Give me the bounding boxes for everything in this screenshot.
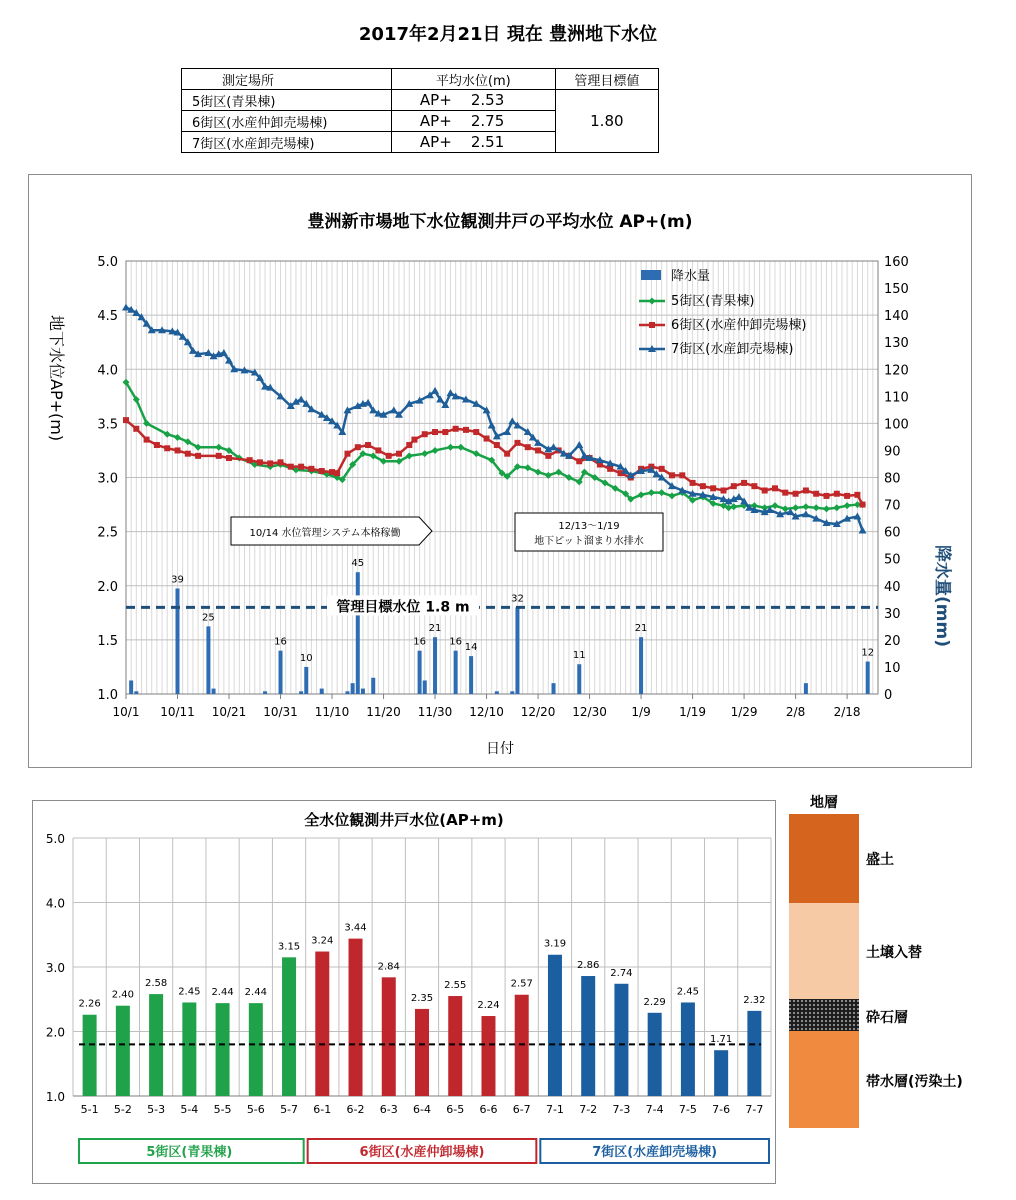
y-tick-label: 4.0 [45, 896, 65, 911]
bar-value-label: 2.29 [643, 996, 666, 1008]
x-tick-label: 12/20 [520, 705, 556, 719]
x-tick-label: 7-3 [612, 1103, 631, 1116]
rainfall-bar [129, 680, 133, 694]
y-tick-label: 1.5 [97, 633, 118, 649]
series-point [308, 466, 314, 472]
series-point [484, 436, 490, 442]
x-tick-label: 5-1 [80, 1103, 99, 1116]
bar-value-label: 2.32 [743, 994, 766, 1006]
x-tick-label: 5-4 [180, 1103, 199, 1116]
series-point [216, 453, 222, 459]
series-point [175, 447, 181, 453]
series-point [396, 451, 402, 457]
legend-label: 5街区(青果棟) [671, 294, 755, 309]
data-bar [415, 1009, 429, 1096]
series-point [649, 322, 655, 328]
rainfall-bar [263, 691, 267, 694]
x-tick-label: 6-4 [413, 1103, 431, 1116]
series-point [803, 487, 809, 493]
bar-value-label: 3.19 [543, 938, 567, 950]
summary-table [181, 68, 659, 153]
series-point [457, 444, 464, 451]
series-point [278, 459, 284, 465]
series-point [525, 444, 531, 450]
data-bar [448, 996, 462, 1096]
strata-layer-label: 土壌入替 [866, 945, 922, 961]
data-bar [548, 955, 562, 1096]
data-bar [648, 1013, 662, 1096]
series-point [446, 389, 454, 396]
series-point [793, 491, 799, 497]
rainfall-bar [176, 588, 180, 694]
strata-layer [789, 1031, 859, 1128]
series-point [453, 426, 459, 432]
series-point [792, 504, 799, 511]
y2-tick-label: 160 [884, 255, 909, 270]
data-bar [382, 977, 396, 1096]
data-bar [349, 939, 363, 1096]
y2-tick-label: 30 [884, 606, 901, 622]
series-point [144, 437, 150, 443]
series-point [319, 468, 325, 474]
x-tick-label: 11/20 [366, 705, 401, 719]
y-tick-label: 3.0 [97, 471, 118, 487]
y2-tick-label: 70 [884, 498, 901, 514]
series-point [649, 298, 656, 305]
legend-label: 降水量 [671, 269, 711, 284]
series-point [432, 447, 439, 454]
series-point [545, 453, 551, 459]
data-bar [747, 1011, 761, 1096]
header-target: 管理目標値 [555, 69, 658, 90]
strata-layer-label: 帯水層(汚染土) [866, 1074, 963, 1090]
series-point [731, 483, 737, 489]
bar-value-label: 2.57 [510, 978, 533, 990]
series-point [700, 483, 706, 489]
series-point [195, 453, 201, 459]
rainfall-bar [454, 651, 458, 694]
x-tick-label: 2/18 [833, 705, 861, 719]
group-label: 6街区(水産仲卸場棟) [359, 1145, 485, 1160]
series-point [735, 493, 743, 500]
group-label: 7街区(水産卸売場棟) [592, 1145, 718, 1160]
rainfall-bar [351, 683, 355, 694]
data-bar [216, 1003, 230, 1096]
rainfall-bar [345, 691, 349, 694]
series-point [288, 464, 294, 470]
series-point [710, 485, 716, 491]
y-tick-label: 5.0 [45, 832, 65, 846]
line-chart-frame [28, 174, 972, 768]
rainfall-bar [469, 656, 473, 694]
y2-tick-label: 100 [884, 417, 909, 433]
strata-layer [789, 814, 859, 903]
strata-layer [789, 999, 859, 1031]
y-tick-label: 1.0 [97, 688, 118, 703]
series-point [690, 480, 696, 486]
series-point [860, 502, 866, 508]
legend-label: 6街区(水産仲卸売場棟) [671, 318, 807, 333]
series-point [607, 466, 613, 472]
bar-chart-frame [32, 800, 776, 1184]
rainfall-bar [361, 689, 365, 694]
x-tick-label: 11/10 [314, 705, 350, 719]
series-point [771, 502, 778, 509]
x-tick-label: 10/31 [263, 705, 298, 719]
x-tick-label: 5-6 [246, 1103, 265, 1116]
series-point [504, 451, 510, 457]
series-point [473, 450, 480, 457]
series-point [463, 427, 469, 433]
data-bar [182, 1002, 196, 1096]
row-value: AP+ 2.53 [391, 90, 555, 111]
series-point [421, 450, 428, 457]
series-point [782, 490, 788, 496]
series-point [503, 428, 511, 435]
strata-layer-label: 盛土 [866, 852, 894, 868]
y2-tick-label: 140 [884, 309, 909, 325]
rainfall-bar [134, 691, 138, 694]
series-point [823, 493, 829, 499]
bar-value-label: 2.58 [144, 978, 168, 990]
rainfall-bar [418, 651, 422, 694]
line-chart-title: 豊洲新市場地下水位観測井戸の平均水位 AP+(m) [307, 212, 693, 232]
series-point [226, 455, 232, 461]
bar-value-label: 1.71 [710, 1034, 733, 1046]
x-tick-label: 12/30 [572, 705, 607, 719]
data-bar [681, 1002, 695, 1096]
x-tick-label: 5-5 [213, 1103, 232, 1116]
row-location: 7街区(水産卸売場棟) [182, 132, 392, 153]
line-chart [29, 175, 971, 767]
series-point [658, 489, 665, 496]
target-value: 1.80 [555, 90, 658, 153]
rainfall-label: 16 [449, 636, 463, 648]
x-tick-label: 6-2 [346, 1103, 365, 1116]
series-point [123, 417, 129, 423]
table-row [182, 90, 659, 111]
data-bar [83, 1015, 97, 1096]
bar-chart-title: 全水位観測井戸水位(AP+m) [304, 811, 504, 829]
series-point [386, 453, 392, 459]
legend-swatch [641, 270, 661, 280]
rainfall-bar [279, 651, 283, 694]
x-tick-label: 5-3 [147, 1103, 166, 1116]
bar-value-label: 2.40 [111, 989, 134, 1001]
series-point [659, 466, 665, 472]
rainfall-bar [206, 626, 210, 694]
y-tick-label: 4.5 [97, 309, 118, 325]
rainfall-bar [495, 691, 499, 694]
y-tick-label: 2.0 [97, 579, 118, 595]
series-point [648, 489, 655, 496]
series-point [669, 472, 675, 478]
series-point [575, 441, 583, 448]
series-point [494, 442, 500, 448]
series-point [257, 459, 263, 465]
y2-tick-label: 50 [884, 552, 901, 568]
series-point [154, 442, 160, 448]
y2-tick-label: 10 [884, 660, 901, 676]
table-header-row [182, 69, 659, 90]
rainfall-label: 12 [861, 647, 875, 659]
rainfall-bar [212, 689, 216, 694]
y2-tick-label: 110 [884, 390, 909, 406]
series-point [488, 422, 496, 429]
series-point [576, 458, 582, 464]
rainfall-label: 21 [428, 623, 442, 635]
data-bar [481, 1016, 495, 1096]
annotation-text: 10/14 水位管理システム本格稼働 [249, 528, 401, 539]
series-point [813, 491, 819, 497]
rainfall-bar [299, 691, 303, 694]
series-point [174, 434, 181, 441]
rainfall-label: 25 [202, 612, 215, 624]
x-tick-label: 7-4 [645, 1103, 664, 1116]
x-tick-label: 5-7 [280, 1103, 299, 1116]
y2-tick-label: 90 [884, 444, 901, 460]
rainfall-bar [304, 667, 308, 694]
x-tick-label: 7-6 [712, 1103, 731, 1116]
series-point [411, 437, 417, 443]
series-point [833, 504, 840, 511]
data-bar [614, 984, 628, 1096]
y-tick-label: 2.0 [45, 1025, 65, 1040]
y2-axis-title: 降水量(mm) [932, 545, 952, 647]
rainfall-bar [552, 683, 556, 694]
rainfall-label: 16 [274, 636, 287, 648]
series-point [508, 417, 516, 424]
data-bar [249, 1003, 263, 1096]
rainfall-bar [510, 691, 514, 694]
rainfall-bar [866, 662, 870, 694]
series-point [164, 445, 170, 451]
series-point [514, 440, 520, 446]
series-point [375, 447, 381, 453]
rainfall-bar [804, 683, 808, 694]
bar-value-label: 3.15 [277, 941, 301, 953]
series-point [524, 464, 531, 471]
x-tick-label: 1/19 [679, 705, 707, 719]
bar-value-label: 2.26 [78, 998, 101, 1010]
strata-layer-label: 砕石層 [866, 1010, 908, 1026]
series-point [422, 431, 428, 437]
series-point [813, 504, 820, 511]
bar-value-label: 2.35 [410, 992, 434, 1004]
rainfall-label: 45 [351, 558, 365, 570]
series-point [535, 469, 542, 476]
y2-tick-label: 40 [884, 579, 901, 595]
rainfall-label: 32 [511, 593, 524, 605]
bar-value-label: 2.24 [477, 1000, 500, 1012]
y-tick-label: 5.0 [97, 255, 118, 270]
strata-diagram [789, 788, 859, 1128]
row-value: AP+ 2.75 [391, 111, 555, 132]
x-tick-label: 7-2 [579, 1103, 598, 1116]
series-point [772, 485, 778, 491]
bar-value-label: 2.45 [178, 986, 201, 998]
series-point [406, 442, 412, 448]
series-point [329, 469, 335, 475]
series-point [782, 505, 789, 512]
x-tick-label: 10/21 [211, 705, 247, 719]
row-value: AP+ 2.51 [391, 132, 555, 153]
series-point [823, 505, 830, 512]
rainfall-bar [423, 680, 427, 694]
series-line [126, 308, 863, 531]
bar-value-label: 2.84 [377, 961, 400, 973]
series-point [550, 443, 558, 450]
series-point [267, 460, 273, 466]
bar-value-label: 2.55 [444, 980, 467, 992]
series-point [365, 442, 371, 448]
x-tick-label: 1/29 [730, 705, 758, 719]
row-location: 6街区(水産仲卸売場棟) [182, 111, 392, 132]
rainfall-label: 39 [171, 574, 184, 586]
strata-layer [789, 903, 859, 999]
y-axis-title: 地下水位AP+(m) [47, 315, 66, 442]
x-tick-label: 6-6 [479, 1103, 498, 1116]
y2-tick-label: 120 [884, 363, 909, 379]
y2-tick-label: 80 [884, 471, 901, 487]
series-point [638, 491, 645, 498]
x-tick-label: 6-5 [446, 1103, 465, 1116]
series-point [390, 406, 398, 413]
series-point [447, 444, 454, 451]
y-tick-label: 2.5 [97, 525, 118, 541]
series-point [344, 451, 350, 457]
series-point [334, 470, 340, 476]
series-point [432, 429, 438, 435]
x-tick-label: 6-7 [512, 1103, 531, 1116]
bar-value-label: 2.74 [610, 967, 633, 979]
x-tick-label: 12/10 [469, 705, 504, 719]
x-tick-label: 2/8 [785, 705, 806, 719]
series-point [355, 444, 361, 450]
series-point [185, 451, 191, 457]
x-tick-label: 10/1 [112, 705, 140, 719]
series-point [802, 503, 809, 510]
strata-title: 地層 [810, 795, 838, 811]
page-title: 2017年2月21日 現在 豊洲地下水位 [358, 24, 658, 45]
data-bar [581, 976, 595, 1096]
y-tick-label: 3.5 [97, 417, 118, 433]
x-tick-label: 5-2 [113, 1103, 132, 1116]
annotation-text: 12/13～1/19 [558, 521, 620, 532]
x-axis-title: 日付 [486, 741, 514, 757]
series-point [844, 502, 851, 509]
x-tick-label: 6-1 [313, 1103, 332, 1116]
series-point [762, 487, 768, 493]
bar-value-label: 3.24 [311, 935, 334, 947]
series-point [720, 487, 726, 493]
bar-value-label: 3.44 [344, 922, 367, 934]
series-point [679, 472, 685, 478]
rainfall-label: 21 [634, 623, 648, 635]
annotation-text: 地下ピット溜まり水排水 [534, 536, 644, 547]
series-point [668, 492, 675, 499]
group-label: 5街区(青果棟) [146, 1145, 233, 1160]
rainfall-bar [515, 607, 519, 694]
series-point [854, 492, 860, 498]
series-point [297, 396, 305, 403]
series-point [834, 491, 840, 497]
rainfall-label: 16 [413, 636, 426, 648]
rainfall-bar [356, 572, 360, 694]
series-point [298, 464, 304, 470]
x-tick-label: 7-5 [678, 1103, 697, 1116]
target-line-label: 管理目標水位 1.8 m [336, 599, 470, 616]
x-tick-label: 7-1 [545, 1103, 564, 1116]
rainfall-bar [433, 637, 437, 694]
series-point [215, 444, 222, 451]
data-bar [315, 952, 329, 1096]
series-point [431, 387, 439, 394]
rainfall-bar [371, 678, 375, 694]
x-tick-label: 1/9 [631, 705, 651, 719]
x-tick-label: 7-7 [745, 1103, 764, 1116]
rainfall-label: 11 [572, 650, 586, 662]
y2-tick-label: 150 [884, 282, 909, 298]
y2-tick-label: 20 [884, 633, 901, 649]
series-point [473, 429, 479, 435]
rainfall-bar [639, 637, 643, 694]
series-point [122, 304, 130, 311]
header-average: 平均水位(m) [391, 69, 555, 90]
y-tick-label: 4.0 [97, 363, 118, 379]
y-tick-label: 1.0 [45, 1090, 65, 1104]
rainfall-bar [577, 664, 581, 694]
x-tick-label: 10/11 [160, 705, 195, 719]
bar-chart [33, 801, 775, 1183]
series-point [133, 426, 139, 432]
rainfall-label: 14 [464, 642, 478, 654]
y-tick-label: 3.0 [45, 961, 65, 975]
series-point [741, 480, 747, 486]
bar-value-label: 2.44 [211, 987, 234, 999]
series-point [751, 483, 757, 489]
rainfall-bar [320, 689, 324, 694]
series-point [844, 493, 850, 499]
data-bar [282, 957, 296, 1096]
x-tick-label: 11/30 [417, 705, 453, 719]
row-location: 5街区(青果棟) [182, 90, 392, 111]
header-location: 測定場所 [182, 69, 392, 90]
series-point [535, 447, 541, 453]
series-point [442, 429, 448, 435]
bar-value-label: 2.45 [676, 986, 700, 998]
data-bar [116, 1006, 130, 1096]
y2-tick-label: 130 [884, 336, 909, 352]
data-bar [714, 1050, 728, 1096]
y2-tick-label: 60 [884, 525, 901, 541]
y2-tick-label: 0 [884, 688, 893, 703]
x-tick-label: 6-3 [379, 1103, 398, 1116]
series-point [247, 457, 253, 463]
bar-value-label: 2.44 [244, 987, 267, 999]
bar-value-label: 2.86 [577, 960, 600, 972]
rainfall-label: 10 [299, 652, 313, 664]
legend-label: 7街区(水産卸売場棟) [671, 342, 794, 357]
series-point [859, 527, 867, 534]
